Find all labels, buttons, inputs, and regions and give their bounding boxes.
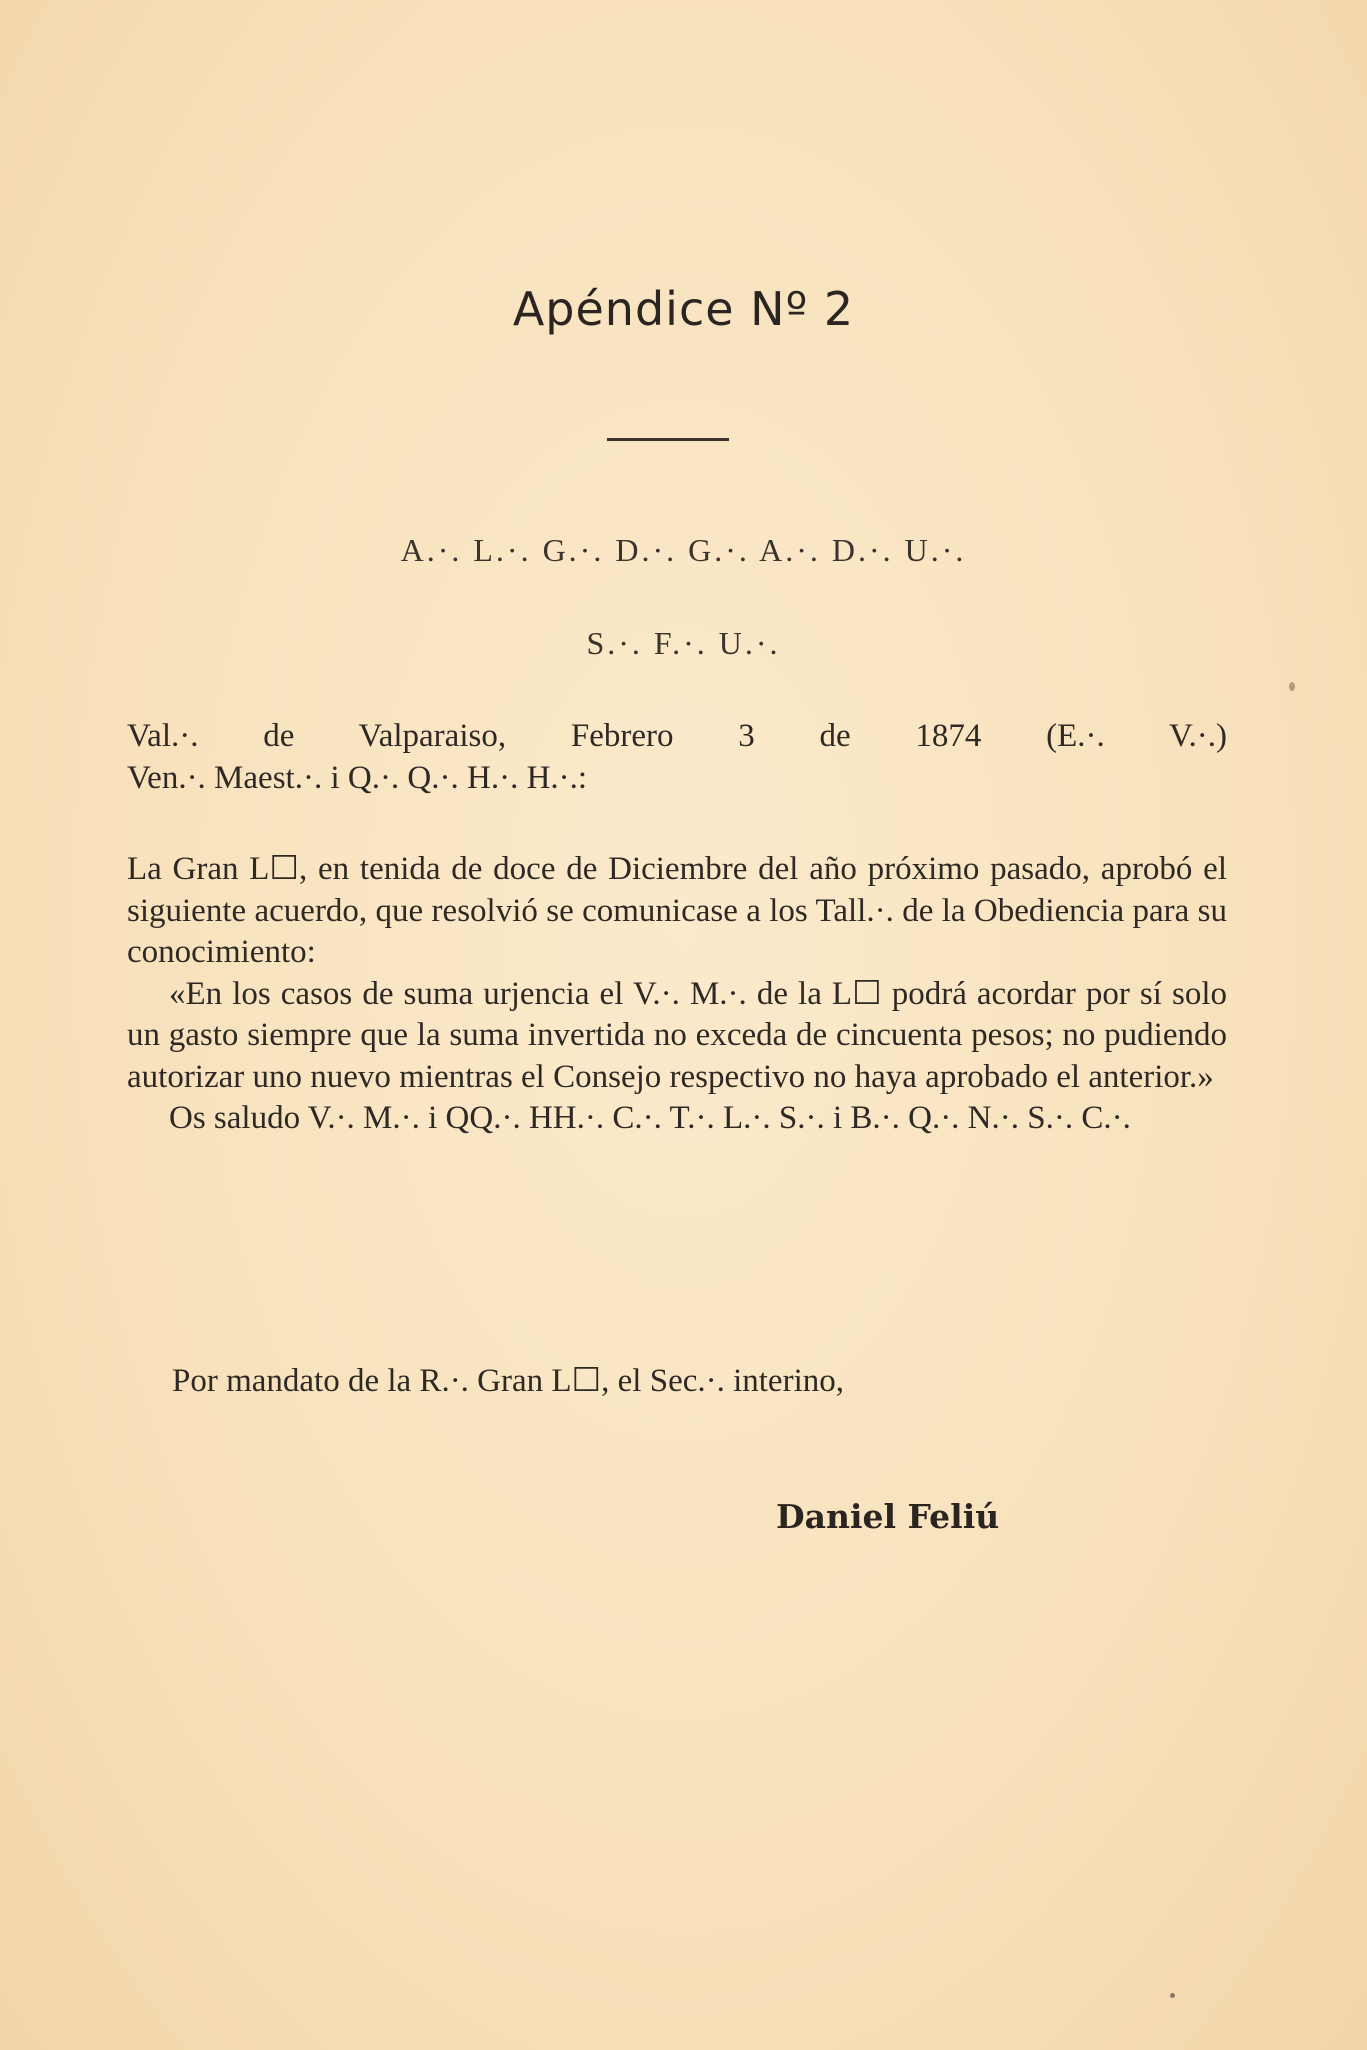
- closing-line: Por mandato de la R.·. Gran L☐, el Sec.·. interino,: [172, 1363, 844, 1399]
- paper-speck: [1170, 1993, 1175, 1998]
- signature: Daniel Feliú: [776, 1497, 1000, 1536]
- paper-speck: [1289, 682, 1295, 691]
- body-paragraph: La Gran L☐, en tenida de doce de Diciembre del año próximo pasado, aprobó el siguiente acuerdo, que resolvió se comunicase a los Tall.·. de la Obediencia para su conocimiento:: [127, 851, 1227, 970]
- address-line: Ven.·. Maest.·. i Q.·. Q.·. H.·. H.·.:: [127, 759, 588, 796]
- heading-divider: [607, 438, 729, 441]
- greeting-paragraph: Os saludo V.·. M.·. i QQ.·. HH.·. C.·. T.·. L.·. S.·. i B.·. Q.·. N.·. S.·. C.·.: [169, 1100, 1131, 1136]
- invocation-line: A.·. L.·. G.·. D.·. G.·. A.·. D.·. U.·.: [400, 532, 967, 568]
- quoted-resolution: «En los casos de suma urjencia el V.·. M.·. de la L☐ podrá acordar por sí solo un gasto siempre que la suma invertida no exceda de cincuenta pesos; no pudiendo autorizar uno nuevo mientras el Consejo respectivo no haya aprobado el anterior.»: [127, 975, 1227, 1095]
- letter-body: [127, 849, 1227, 1140]
- motto-line: S.·. F.·. U.·.: [586, 625, 781, 661]
- letter-header: [127, 716, 1227, 799]
- appendix-heading: Apéndice Nº 2: [512, 282, 855, 336]
- date-line: Val.·. de Valparaiso, Febrero 3 de 1874 (E.·. V.·.): [127, 718, 1227, 754]
